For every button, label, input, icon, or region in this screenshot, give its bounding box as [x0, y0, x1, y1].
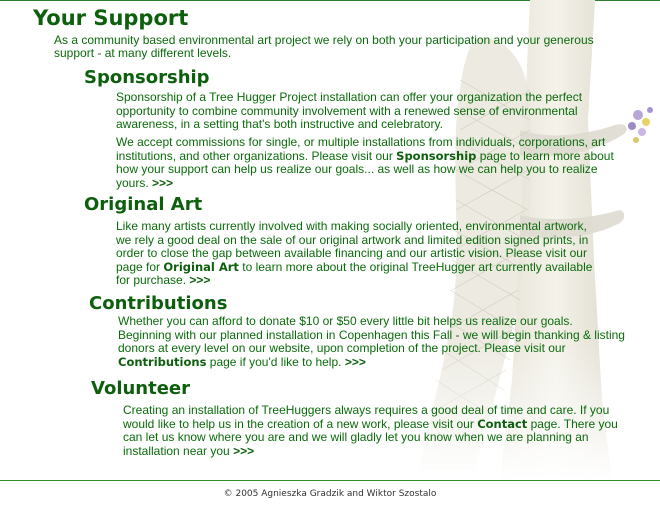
sponsorship-link[interactable]: Sponsorship [396, 148, 477, 163]
volunteer-more-link[interactable]: >>> [233, 443, 255, 458]
heading-original-art: Original Art [84, 194, 203, 215]
sponsorship-text-before: We accept commissions for single, or multiple installations from individuals, corporations, art institutions, and other organizations. Please visit our [116, 135, 606, 163]
sponsorship-paragraph-1: Sponsorship of a Tree Hugger Project installation can offer your organization the perfect opportunity to combine community involvement with a renewed sense of environmental awareness, in a setting that's both instructive and celebratory. [116, 90, 583, 131]
sponsorship-paragraph-2 [116, 136, 616, 190]
heading-volunteer: Volunteer [91, 378, 191, 399]
contact-link[interactable]: Contact [477, 416, 528, 431]
contributions-text-after: page if you'd like to help. [206, 354, 345, 369]
contributions-text-before: Whether you can afford to donate $10 or $50 every little bit helps us realize our goals. Beginning with our planned installation in Copenhagen this Fall - we will begin thanking & listing donors at every level on our website, upon completion of the project. Please visit our [118, 314, 625, 355]
heading-sponsorship: Sponsorship [84, 67, 210, 88]
volunteer-text-after: page. There you can let us know where you are and we will gladly let you know when we are planning an installation near you [123, 416, 618, 458]
sponsorship-text-after: page to learn more about how your support can help us realize our goals... as well as how we can help you to realize yours. [116, 148, 614, 190]
intro-text: As a community based environmental art project we rely on both your participation and your generous support - at many different levels. [54, 33, 594, 60]
original-art-paragraph [116, 220, 596, 288]
original-art-link[interactable]: Original Art [163, 259, 239, 274]
contributions-paragraph [118, 315, 628, 369]
original-art-more-link[interactable]: >>> [189, 273, 211, 287]
original-art-text-after: to learn more about the original TreeHugger art currently available for purchase. [116, 259, 593, 287]
volunteer-paragraph [123, 404, 623, 458]
page-title: Your Support [33, 6, 189, 30]
footer-divider [0, 480, 660, 481]
volunteer-text-before: Creating an installation of TreeHuggers always requires a good deal of time and care. If you would like to help us in the creation of a new work, please visit our [123, 403, 610, 431]
footer-copyright: © 2005 Agnieszka Gradzik and Wiktor Szostalo [223, 489, 437, 499]
original-art-text-before: Like many artists currently involved with making socially oriented, environmental artwork, we rely a good deal on the sale of our original artwork and limited edition signed prints, in order to close the gap between available financing and our artistic vision. Please visit our page for [116, 219, 589, 274]
sponsorship-more-link[interactable]: >>> [152, 175, 174, 190]
contributions-more-link[interactable]: >>> [344, 354, 366, 369]
contributions-link[interactable]: Contributions [118, 354, 207, 369]
heading-contributions: Contributions [89, 293, 228, 314]
